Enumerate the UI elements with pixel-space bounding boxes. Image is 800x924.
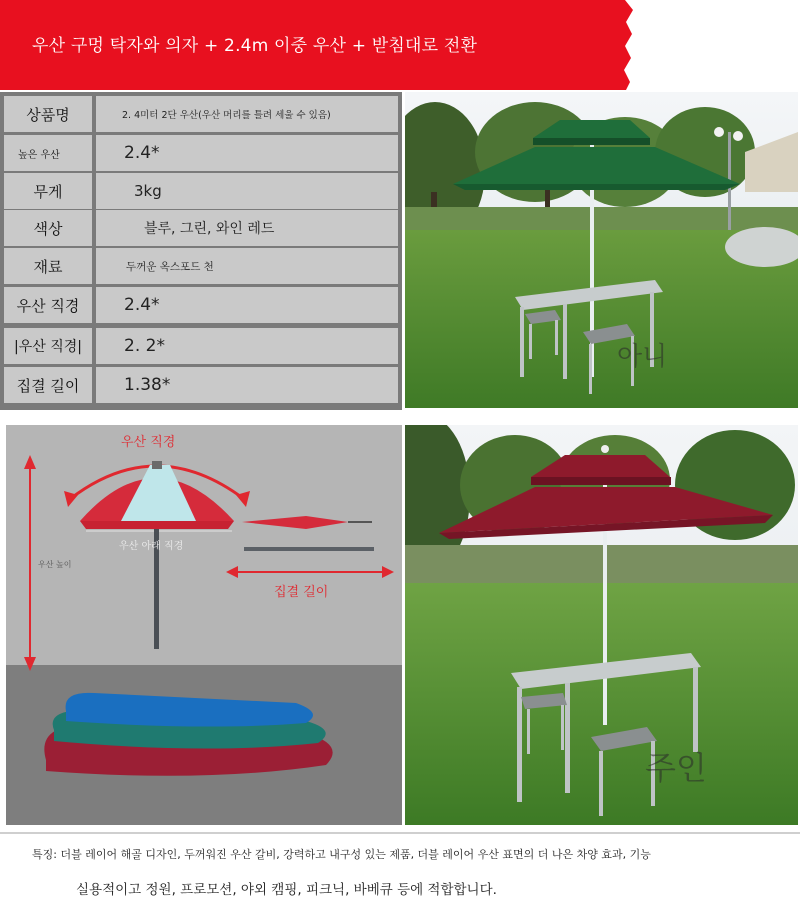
spec-value: 블루, 그린, 와인 레드: [96, 210, 398, 246]
inner-diameter-label: 우산 아래 직경: [119, 541, 184, 552]
features-line-1: 특징: 더블 레이어 해골 디자인, 두꺼워진 우산 갈비, 강력하고 내구성 있는 제품, 더블 레이어 우산 표면의 더 나은 차양 효과, 기능: [32, 848, 651, 861]
spec-row: [4, 287, 398, 323]
wine-umbrella-scene: [405, 425, 798, 825]
height-label: 우산 높이: [38, 560, 72, 569]
spec-value: 2. 4미터 2단 우산(우산 머리를 틀려 세울 수 있음): [96, 96, 398, 132]
spec-label: 상품명: [4, 96, 94, 132]
spec-value: 1.38*: [96, 367, 398, 403]
spec-label: |우산 직경|: [4, 328, 94, 364]
wine-umbrella-photo: [405, 425, 798, 825]
spec-label: 높은 우산: [4, 135, 94, 171]
spec-label: 우산 직경: [4, 287, 94, 323]
spec-row: [4, 135, 398, 171]
umbrella-dimension-diagram: [6, 425, 402, 825]
spec-value: 2. 2*: [96, 328, 398, 364]
spec-row: [4, 96, 398, 132]
photo-watermark: 아니: [617, 342, 668, 372]
spec-value: 2.4*: [96, 287, 398, 323]
spec-row: [4, 248, 398, 284]
spec-row: [4, 367, 398, 403]
spec-row: [4, 173, 398, 209]
green-umbrella-scene: [405, 92, 798, 408]
spec-label: 색상: [4, 210, 94, 246]
spec-row: [4, 328, 398, 364]
header-banner: [0, 0, 800, 90]
spec-value: 2.4*: [96, 135, 398, 171]
green-umbrella-photo: [405, 92, 798, 408]
folded-length-label: 집결 길이: [274, 585, 329, 600]
spec-row: [4, 210, 398, 246]
section-divider: [0, 832, 800, 834]
spec-label: 재료: [4, 248, 94, 284]
page-title: 우산 구멍 탁자와 의자 + 2.4m 이중 우산 + 받침대로 전환: [32, 36, 478, 56]
diagram-drawing: [6, 425, 402, 825]
diameter-label: 우산 직경: [121, 435, 176, 450]
photo-watermark: 주인: [645, 749, 707, 787]
features-line-2: 실용적이고 정원, 프로모션, 야외 캠핑, 피크닉, 바베큐 등에 적합합니다.: [76, 882, 497, 898]
spec-label: 무게: [4, 173, 94, 209]
spec-table: [0, 92, 402, 410]
spec-label: 집결 길이: [4, 367, 94, 403]
spec-value: 3kg: [96, 173, 398, 209]
spec-value: 두꺼운 옥스포드 천: [96, 248, 398, 284]
